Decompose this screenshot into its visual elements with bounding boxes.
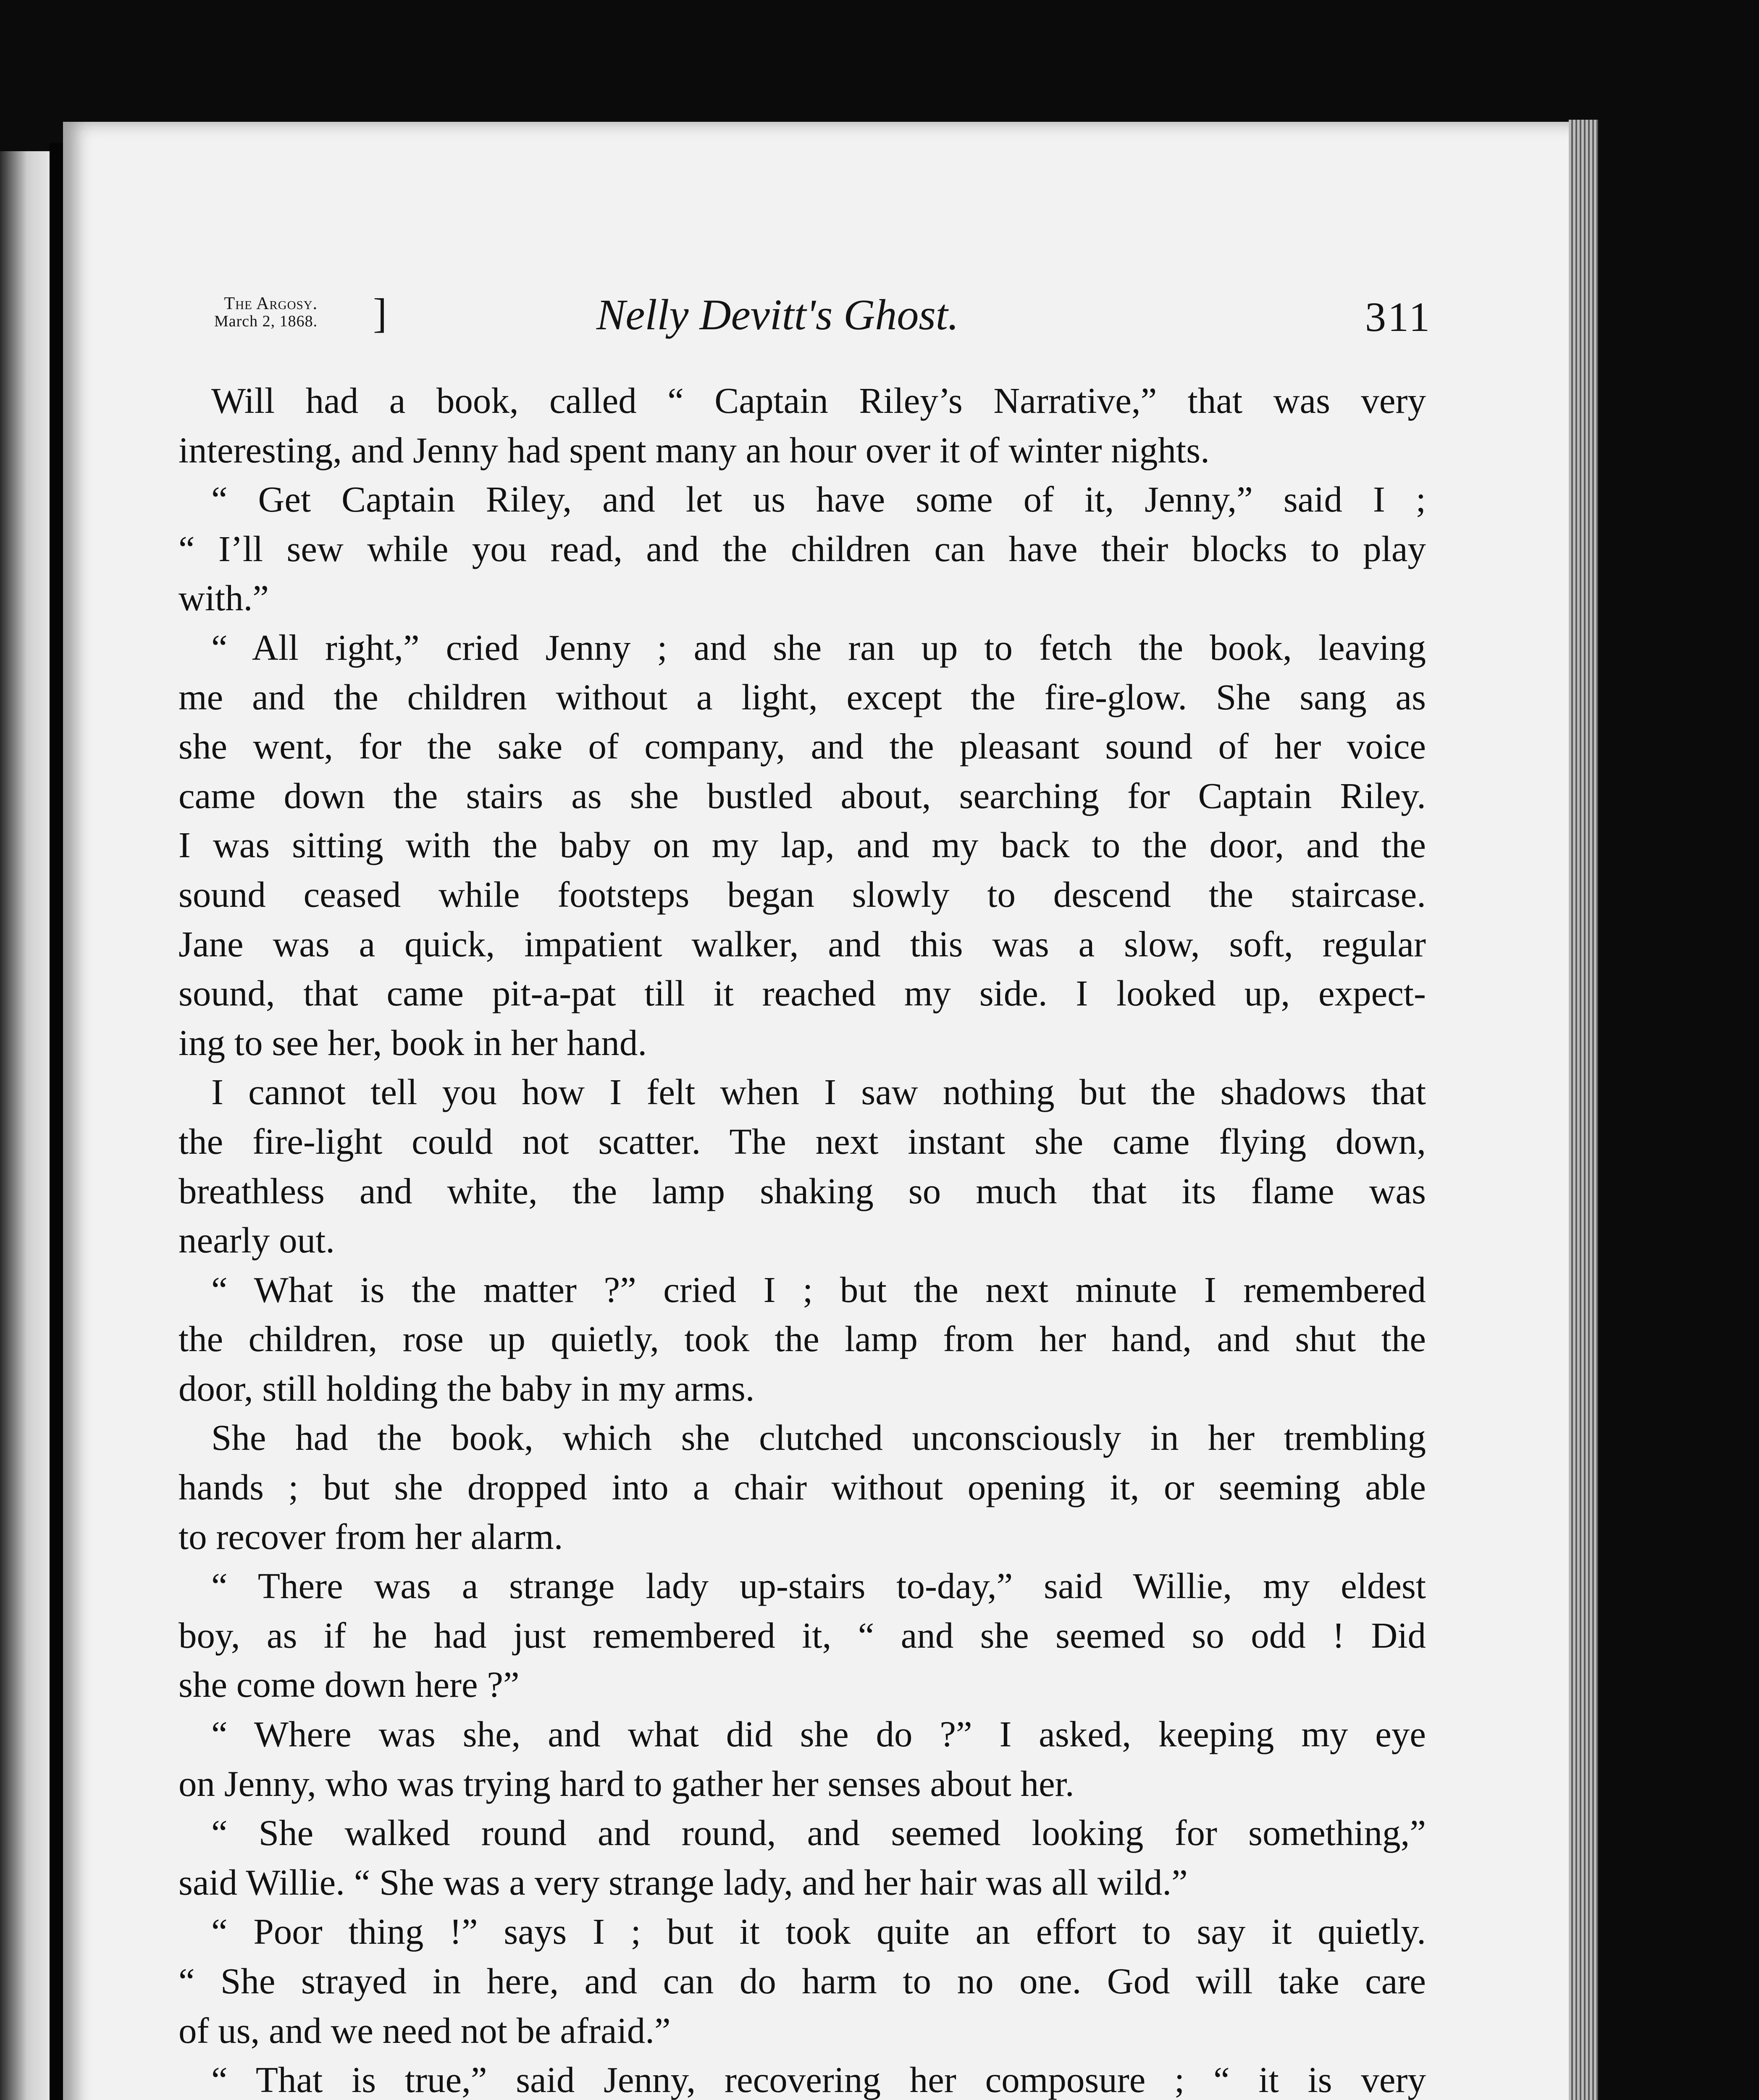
- text-line: of us, and we need not be afraid.”: [179, 2010, 671, 2051]
- text-line: Jane was a quick, impatient walker, and this was a slow, soft, regular: [179, 923, 1426, 964]
- text-line: I cannot tell you how I felt when I saw nothing but the shadows that: [211, 1071, 1426, 1113]
- text-line: came down the stairs as she bustled about, searching for Captain Riley.: [179, 775, 1426, 816]
- journal-citation: [214, 295, 318, 330]
- journal-date: March 2, 1868.: [214, 312, 318, 330]
- text-line: “ Poor thing !” says I ; but it took quite an effort to say it quietly.: [211, 1911, 1426, 1952]
- bracket-glyph: ]: [373, 290, 387, 336]
- text-line: the children, rose up quietly, took the lamp from her hand, and shut the: [179, 1318, 1426, 1360]
- text-line: “ That is true,” said Jenny, recovering her composure ; “ it is very: [211, 2059, 1426, 2100]
- text-line: she come down here ?”: [179, 1664, 520, 1705]
- journal-name: The Argosy.: [224, 294, 318, 313]
- text-line: hands ; but she dropped into a chair without opening it, or seeming able: [179, 1467, 1426, 1508]
- text-line: the fire-light could not scatter. The next instant she came flying down,: [179, 1121, 1426, 1162]
- body-text: [179, 376, 1426, 2100]
- text-line: boy, as if he had just remembered it, “ and she seemed so odd ! Did: [179, 1614, 1426, 1656]
- text-line: door, still holding the baby in my arms.: [179, 1368, 755, 1409]
- text-line: “ I’ll sew while you read, and the children can have their blocks to play: [179, 528, 1426, 569]
- text-line: sound ceased while footsteps began slowly to descend the staircase.: [179, 874, 1426, 915]
- text-line: “ Get Captain Riley, and let us have some of it, Jenny,” said I ;: [211, 479, 1426, 520]
- article-title: Nelly Devitt's Ghost.: [596, 291, 959, 339]
- text-line: sound, that came pit-a-pat till it reached my side. I looked up, expect-: [179, 973, 1426, 1014]
- text-line: to recover from her alarm.: [179, 1516, 563, 1557]
- page-number: 311: [1365, 294, 1432, 340]
- text-line: breathless and white, the lamp shaking so much that its flame was: [179, 1170, 1426, 1211]
- text-line: on Jenny, who was trying hard to gather her senses about her.: [179, 1763, 1074, 1804]
- running-head: [134, 290, 1441, 353]
- text-line: I was sitting with the baby on my lap, and my back to the door, and the: [179, 824, 1426, 866]
- text-line: She had the book, which she clutched unconsciously in her trembling: [211, 1417, 1426, 1458]
- text-line: “ Where was she, and what did she do ?” I asked, keeping my eye: [211, 1714, 1426, 1755]
- text-line: said Willie. “ She was a very strange lady, and her hair was all wild.”: [179, 1861, 1188, 1903]
- page-edges: [1569, 120, 1598, 2100]
- text-line: interesting, and Jenny had spent many an hour over it of winter nights.: [179, 429, 1210, 470]
- text-line: she went, for the sake of company, and the pleasant sound of her voice: [179, 726, 1426, 767]
- text-line: nearly out.: [179, 1220, 335, 1261]
- text-line: “ She strayed in here, and can do harm to no one. God will take care: [179, 1961, 1426, 2001]
- text-line: me and the children without a light, except the fire-glow. She sang as: [179, 676, 1426, 717]
- text-line: Will had a book, called “ Captain Riley’s Narrative,” that was very: [211, 380, 1426, 421]
- text-line: “ All right,” cried Jenny ; and she ran up to fetch the book, leaving: [211, 627, 1426, 668]
- previous-page-edge: [0, 151, 50, 2100]
- text-line: “ She walked round and round, and seemed looking for something,”: [211, 1812, 1426, 1853]
- text-line: ing to see her, book in her hand.: [179, 1022, 647, 1063]
- text-line: with.”: [179, 578, 269, 619]
- text-line: “ There was a strange lady up-stairs to-day,” said Willie, my eldest: [211, 1565, 1426, 1606]
- text-line: “ What is the matter ?” cried I ; but the next minute I remembered: [211, 1269, 1426, 1310]
